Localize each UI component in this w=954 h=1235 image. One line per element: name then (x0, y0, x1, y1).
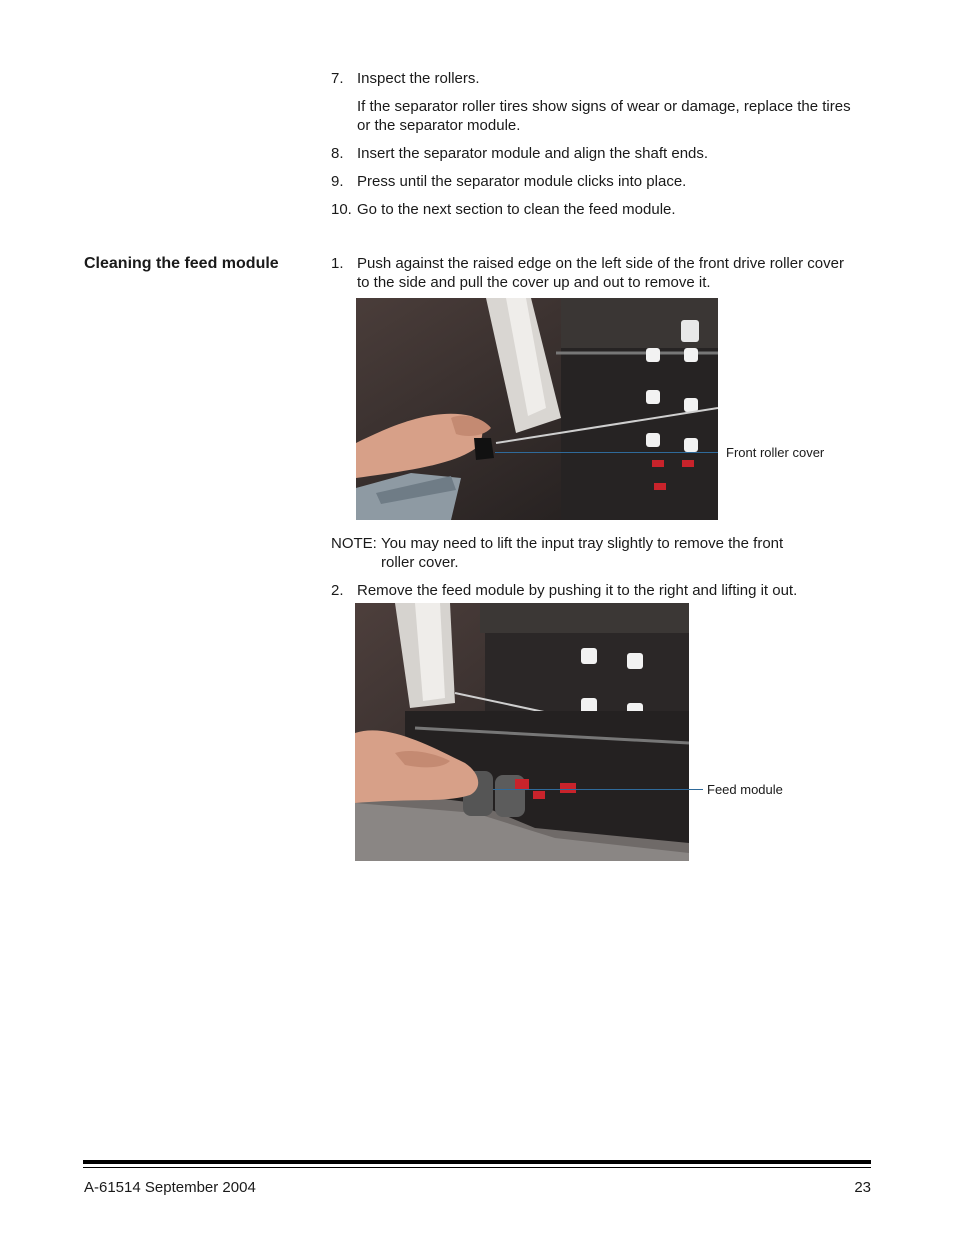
footer-rule-thin (83, 1167, 871, 1168)
feed-step-1-line-2: to the side and pull the cover up and out to remove it. (357, 274, 711, 291)
note-line-2: roller cover. (381, 554, 459, 571)
step-7-detail-line-2: or the separator module. (357, 117, 521, 134)
step-9-number: 9. (331, 173, 344, 190)
step-7-text: Inspect the rollers. (357, 70, 480, 87)
front-roller-cover-photo (356, 298, 718, 520)
front-roller-cover-callout: Front roller cover (726, 445, 825, 460)
note-label: NOTE: (331, 535, 377, 552)
step-7-detail-line-1: If the separator roller tires show signs of wear or damage, replace the tires (357, 98, 851, 115)
feed-module-photo (355, 603, 689, 861)
feed-step-2-number: 2. (331, 582, 344, 599)
feed-step-1-number: 1. (331, 255, 344, 272)
step-8-text: Insert the separator module and align the shaft ends. (357, 145, 709, 162)
feed-step-2-text: Remove the feed module by pushing it to the right and lifting it out. (357, 582, 798, 599)
step-9-text: Press until the separator module clicks into place. (357, 173, 687, 190)
footer-page-number: 23 (854, 1179, 871, 1196)
front-roller-cover-leader-line (495, 452, 718, 453)
feed-module-leader-line (493, 789, 703, 790)
section-heading: Cleaning the feed module (84, 255, 279, 272)
step-10-text: Go to the next section to clean the feed module. (357, 201, 676, 218)
step-7-number: 7. (331, 70, 344, 87)
feed-step-1-line-1: Push against the raised edge on the left side of the front drive roller cover (357, 255, 844, 272)
note-line-1: You may need to lift the input tray slightly to remove the front (381, 535, 784, 552)
footer-rule-thick (83, 1160, 871, 1164)
feed-module-callout: Feed module (707, 782, 783, 797)
step-10-number: 10. (331, 201, 352, 218)
footer-doc-id: A-61514 September 2004 (84, 1179, 256, 1196)
step-8-number: 8. (331, 145, 344, 162)
